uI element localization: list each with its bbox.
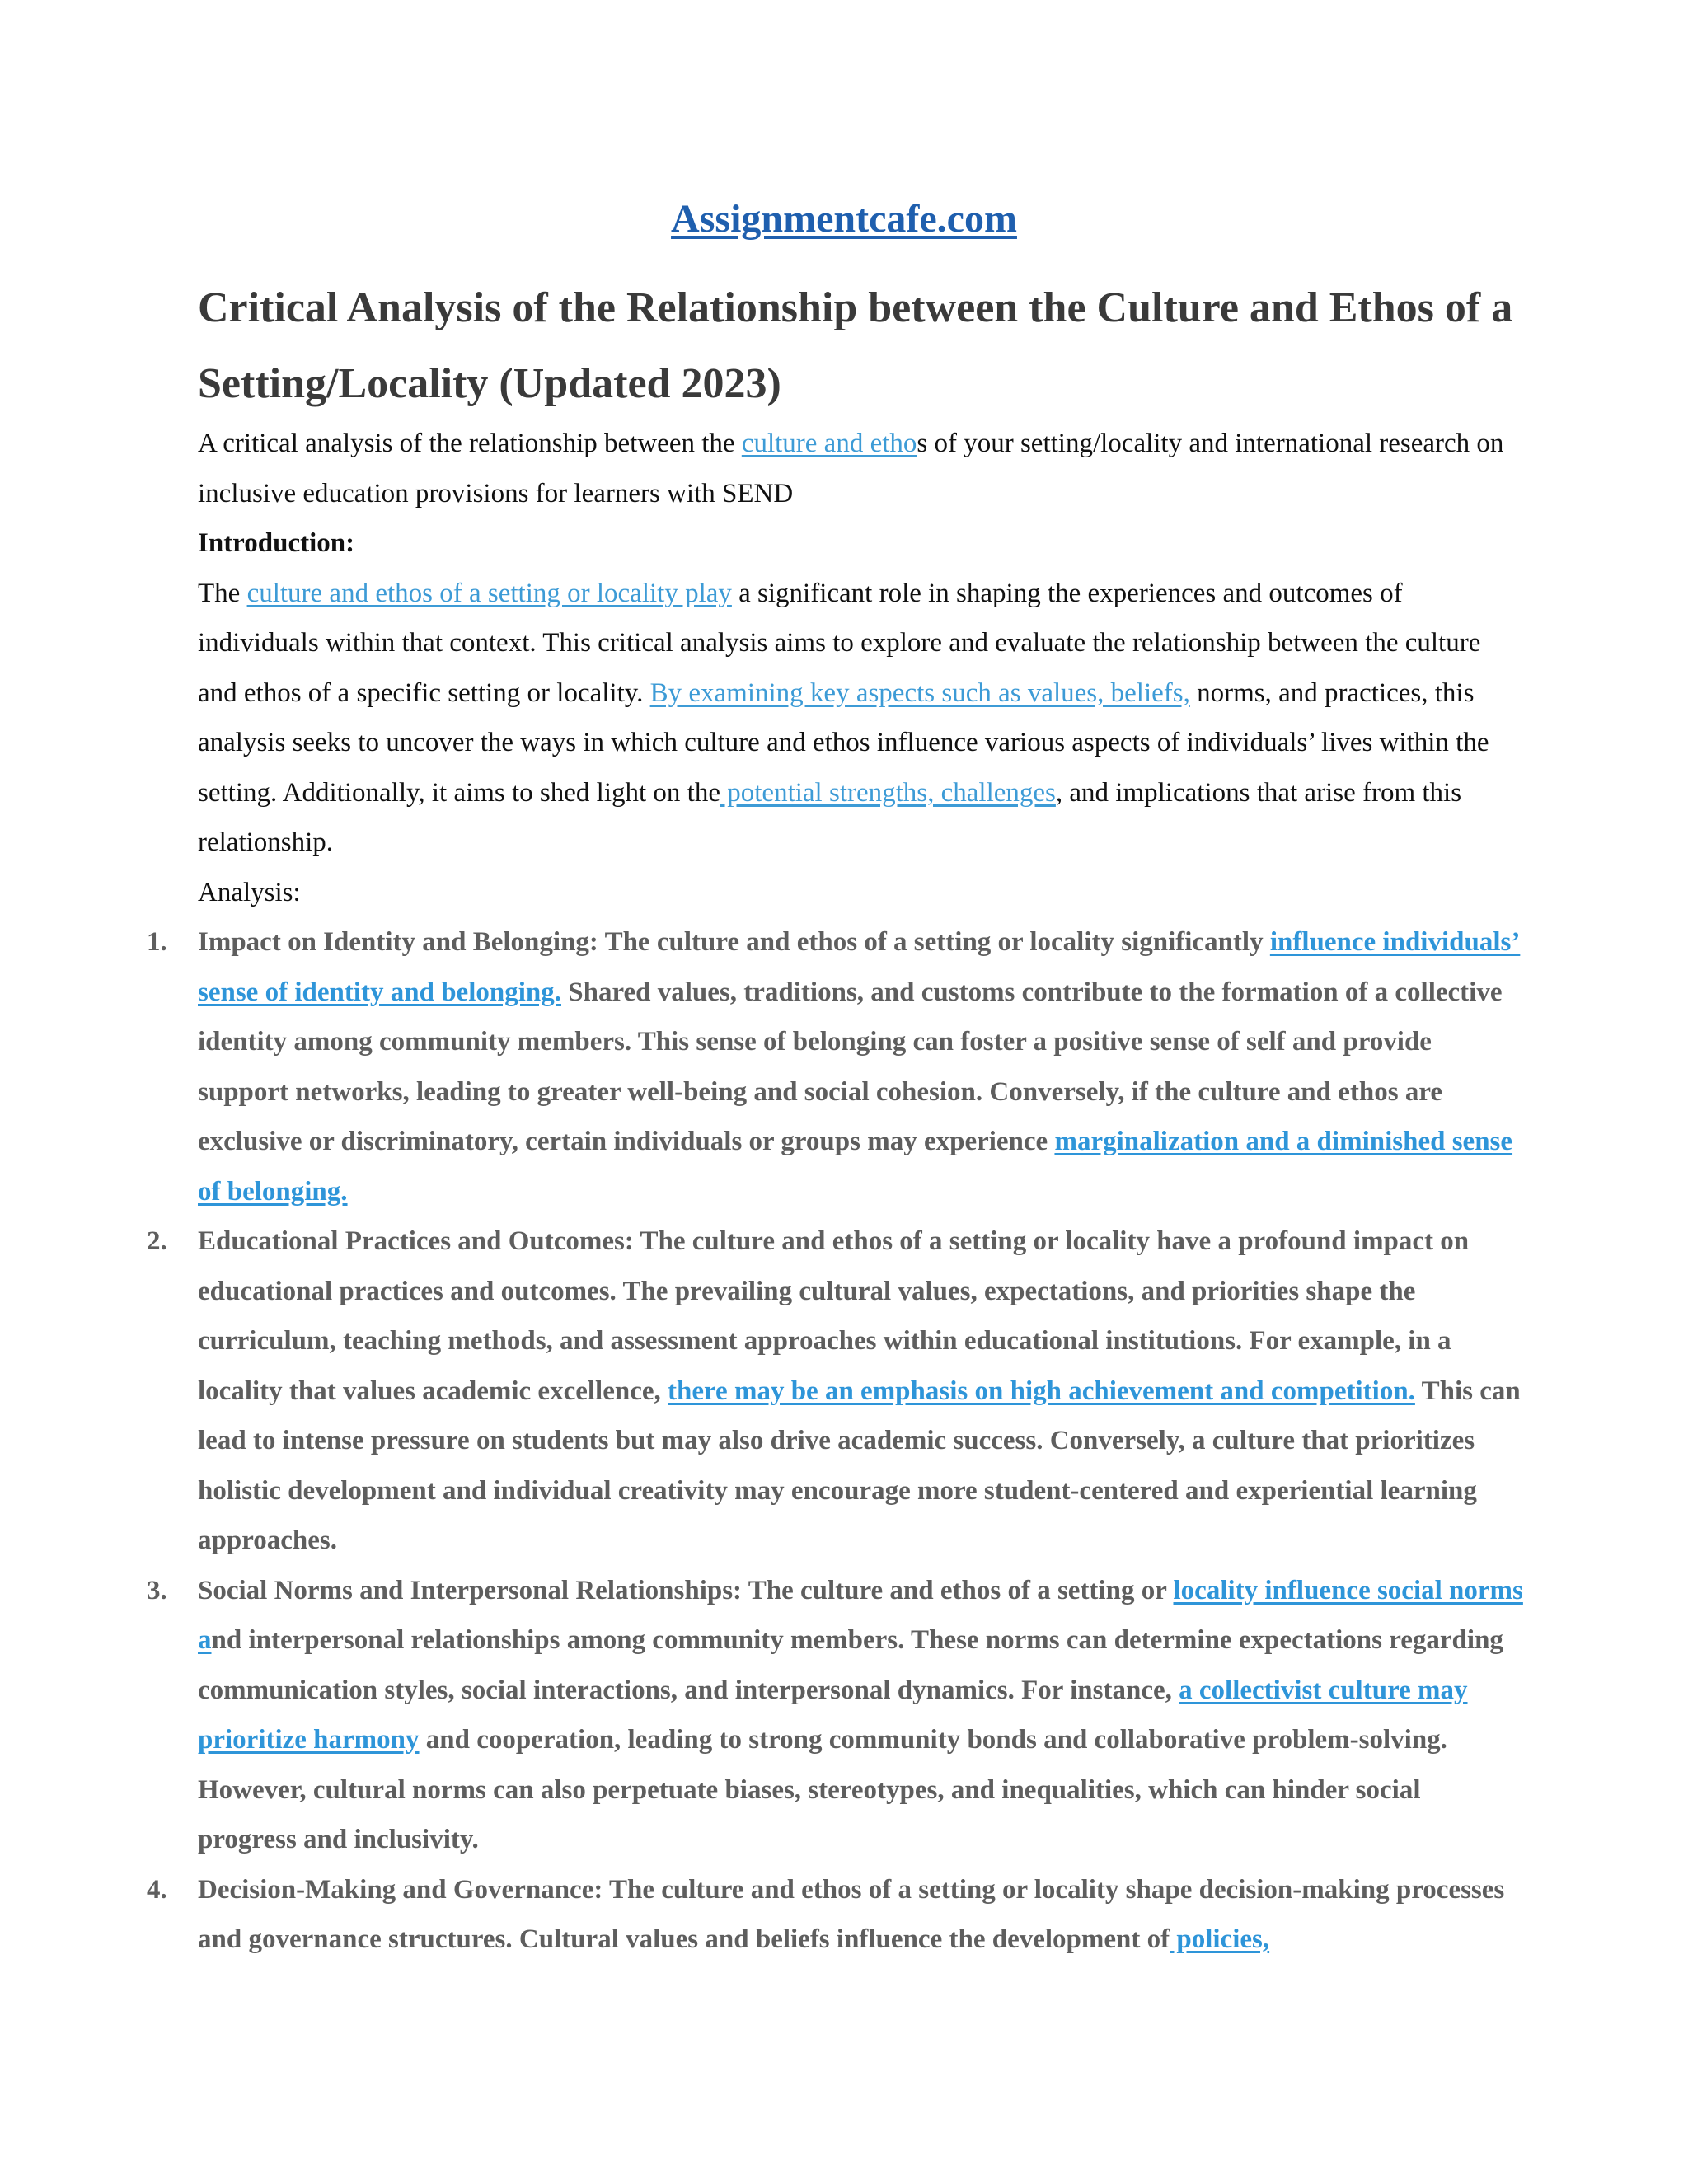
collectivist-culture-link[interactable]: a collectivist culture may prioritize harmony [198,1675,1468,1755]
text-run: This can lead to intense pressure on students but may also drive academic success. Conversely, a culture that prioritizes holistic development and individual creativity may encourage more student-centered and experiential learning approaches. [198,1376,1521,1555]
culture-ethos-setting-link[interactable]: culture and ethos of a setting or locality play [246,578,732,608]
introduction-paragraph [198,569,1525,868]
document-title: Critical Analysis of the Relationship between the Culture and Ethos of a Setting/Locality (Updated 2023) [198,284,1513,407]
document-body [147,419,1525,1965]
list-item [147,1216,1525,1566]
intro-paragraph [198,419,1525,518]
list-number: 2. [147,1226,167,1256]
list-number: 4. [147,1874,167,1905]
text-run: Social Norms and Interpersonal Relationships: The culture and ethos of a setting or [198,1575,1174,1605]
potential-strengths-link[interactable]: potential strengths, challenges [720,777,1056,808]
text-run: nd interpersonal relationships among community members. These norms can determine expectations regarding communication styles, social interactions, and interpersonal dynamics. For instance, [198,1625,1503,1705]
text-run: Educational Practices and Outcomes: The culture and ethos of a setting or locality have a profound impact on educational practices and outcomes. The prevailing cultural values, expectations, and priorities shape the curriculum, teaching methods, and assessment approaches within educational institutions. For example, in a locality that values academic excellence, [198,1226,1470,1406]
text-run: norms, and practices, this analysis seeks to uncover the ways in which culture and ethos influence various aspects of individuals’ lives within the setting. Additionally, it aims to shed light on the [198,677,1489,808]
list-item [147,1566,1525,1865]
high-achievement-link[interactable]: there may be an emphasis on high achievement and competition. [668,1376,1415,1406]
list-item [147,917,1525,1216]
text-run: A critical analysis of the relationship between the [198,429,742,458]
list-number: 3. [147,1575,167,1605]
examining-key-aspects-link[interactable]: By examining key aspects such as values, beliefs, [649,677,1190,708]
text-run: s of your setting/locality and international research on inclusive education provisions for learners with SEND [198,429,1504,509]
text-run: Decision-Making and Governance: The culture and ethos of a setting or locality shape decision-making processes and governance structures. Cultural values and beliefs influence the development of [198,1874,1505,1954]
text-run: a significant role in shaping the experiences and outcomes of individuals within that context. This critical analysis aims to explore and evaluate the relationship between the culture and ethos of a specific setting or locality. [198,578,1481,708]
locality-social-norms-link[interactable]: locality influence social norms a [198,1575,1523,1655]
text-run: Impact on Identity and Belonging: The culture and ethos of a setting or locality significantly [198,927,1270,957]
list-number: 1. [147,927,167,957]
identity-belonging-link[interactable]: influence individuals’ sense of identity and belonging. [198,927,1521,1007]
list-item [147,1865,1525,1965]
text-run: and cooperation, leading to strong community bonds and collaborative problem-solving. However, cultural norms can also perpetuate biases, stereotypes, and inequalities, which can hinder social progress and inclusivity. [198,1725,1447,1854]
text-run: Shared values, traditions, and customs contribute to the formation of a collective identity among community members. This sense of belonging can foster a positive sense of self and provide support networks, leading to greater well-being and social cohesion. Conversely, if the culture and ethos are exclusive or discriminatory, certain individuals or groups may experience [198,977,1503,1156]
site-title-link[interactable]: Assignmentcafe.com [671,197,1017,241]
text-run: , and implications that arise from this relationship. [198,777,1462,857]
analysis-list [147,917,1525,1965]
policies-link[interactable]: policies, [1170,1924,1270,1954]
culture-and-ethos-link[interactable]: culture and etho [741,429,917,458]
text-run: The [198,578,247,608]
marginalization-link[interactable]: marginalization and a diminished sense of belonging. [198,1127,1513,1207]
analysis-heading: Analysis: [198,877,301,907]
introduction-heading: Introduction: [198,528,355,558]
